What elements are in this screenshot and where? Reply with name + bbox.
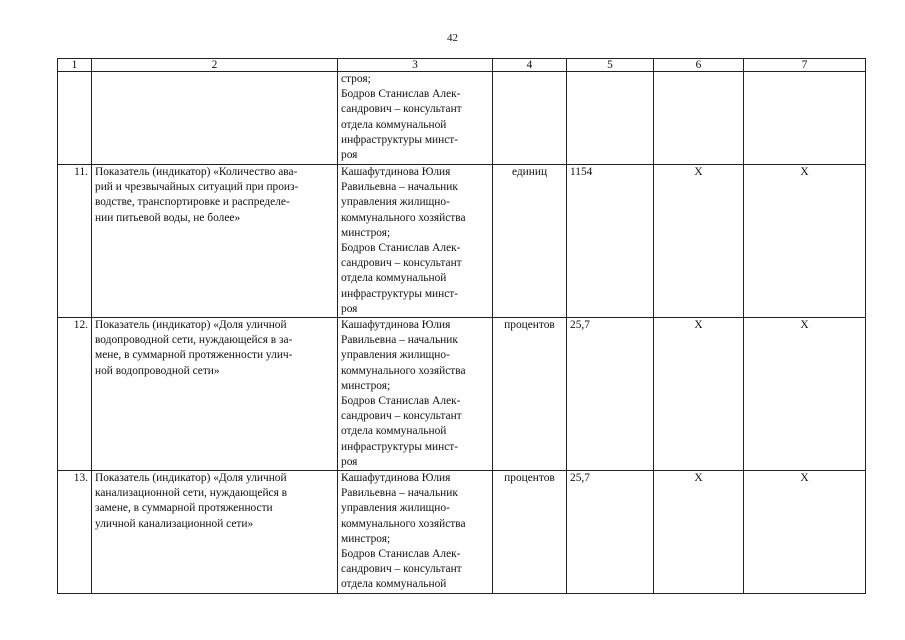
value-cell: 25,7 bbox=[567, 318, 654, 471]
column-header-2: 2 bbox=[92, 59, 338, 72]
text-line: отдела коммунальной bbox=[341, 118, 447, 131]
column-header-6: 6 bbox=[654, 59, 744, 72]
text-line: Бодров Станислав Алек- bbox=[341, 242, 461, 255]
page-number: 42 bbox=[447, 32, 458, 44]
text-line: отдела коммунальной bbox=[341, 425, 447, 438]
unit-cell: единиц bbox=[493, 165, 567, 318]
row-number: 13. bbox=[58, 471, 92, 594]
table-row bbox=[58, 471, 866, 594]
value-cell: 25,7 bbox=[567, 471, 654, 594]
text-line: уличной канализационной сети» bbox=[95, 517, 254, 530]
text-line: отдела коммунальной bbox=[341, 272, 447, 285]
text-line: минстроя; bbox=[341, 532, 391, 545]
text-line: управления жилищно- bbox=[341, 349, 450, 362]
cell-indicator bbox=[92, 72, 338, 165]
text-line: минстроя; bbox=[341, 379, 391, 392]
column-number-row bbox=[58, 59, 866, 72]
unit-cell: процентов bbox=[493, 471, 567, 594]
cell-responsible bbox=[338, 72, 493, 165]
indicator-text bbox=[92, 471, 338, 594]
col6-cell: Х bbox=[654, 318, 744, 471]
text-line: Кашафутдинова Юлия bbox=[341, 319, 451, 332]
table-row-continuation bbox=[58, 72, 866, 165]
indicators-table bbox=[57, 58, 866, 594]
column-header-5: 5 bbox=[567, 59, 654, 72]
text-line: роя bbox=[341, 149, 358, 162]
cell-col7 bbox=[744, 72, 866, 165]
text-line: строя; bbox=[341, 73, 371, 85]
row-number: 12. bbox=[58, 318, 92, 471]
text-line: водстве, транспортировке и распределе- bbox=[95, 196, 290, 209]
text-line: мене, в суммарной протяженности улич- bbox=[95, 349, 293, 362]
value-cell: 1154 bbox=[567, 165, 654, 318]
col7-cell: Х bbox=[744, 165, 866, 318]
text-line: Бодров Станислав Алек- bbox=[341, 395, 461, 408]
text-line: рий и чрезвычайных ситуаций при произ- bbox=[95, 181, 299, 194]
text-line: управления жилищно- bbox=[341, 502, 450, 515]
col6-cell: Х bbox=[654, 471, 744, 594]
text-line: сандрович – консультант bbox=[341, 257, 462, 270]
text-line: роя bbox=[341, 455, 358, 468]
table-row bbox=[58, 318, 866, 471]
text-line: отдела коммунальной bbox=[341, 578, 447, 591]
text-line: коммунального хозяйства bbox=[341, 517, 466, 530]
text-line: сандрович – консультант bbox=[341, 103, 462, 116]
text-line: инфраструктуры минст- bbox=[341, 287, 459, 300]
text-line: Бодров Станислав Алек- bbox=[341, 88, 461, 101]
row-number: 11. bbox=[58, 165, 92, 318]
text-line: Показатель (индикатор) «Доля уличной bbox=[95, 319, 287, 332]
col7-cell: Х bbox=[744, 318, 866, 471]
text-line: роя bbox=[341, 302, 358, 315]
responsible-text bbox=[338, 165, 493, 318]
text-line: коммунального хозяйства bbox=[341, 211, 466, 224]
cell-col6 bbox=[654, 72, 744, 165]
text-line: водопроводной сети, нуждающейся в за- bbox=[95, 334, 293, 347]
table-row bbox=[58, 165, 866, 318]
text-line: коммунального хозяйства bbox=[341, 364, 466, 377]
text-line: Бодров Станислав Алек- bbox=[341, 548, 461, 561]
text-line: сандрович – консультант bbox=[341, 410, 462, 423]
text-line: Равильевна – начальник bbox=[341, 487, 458, 500]
text-line: сандрович – консультант bbox=[341, 563, 462, 576]
text-line: инфраструктуры минст- bbox=[341, 440, 459, 453]
col7-cell: Х bbox=[744, 471, 866, 594]
cell-unit bbox=[493, 72, 567, 165]
text-line: Кашафутдинова Юлия bbox=[341, 166, 451, 178]
text-line: канализационной сети, нуждающейся в bbox=[95, 487, 288, 500]
responsible-text bbox=[338, 471, 493, 594]
text-line: замене, в суммарной протяженности bbox=[95, 502, 273, 515]
cell-number bbox=[58, 72, 92, 165]
column-header-1: 1 bbox=[58, 59, 92, 72]
text-line: минстроя; bbox=[341, 226, 391, 239]
responsible-text bbox=[338, 318, 493, 471]
text-line: инфраструктуры минст- bbox=[341, 133, 459, 146]
text-line: Равильевна – начальник bbox=[341, 334, 458, 347]
col6-cell: Х bbox=[654, 165, 744, 318]
cell-value bbox=[567, 72, 654, 165]
text-line: управления жилищно- bbox=[341, 196, 450, 209]
text-line: Показатель (индикатор) «Количество ава- bbox=[95, 166, 298, 178]
text-line: Равильевна – начальник bbox=[341, 181, 458, 194]
unit-cell: процентов bbox=[493, 318, 567, 471]
indicator-text bbox=[92, 318, 338, 471]
text-line: Показатель (индикатор) «Доля уличной bbox=[95, 472, 287, 485]
text-line: Кашафутдинова Юлия bbox=[341, 472, 451, 485]
text-line: ной водопроводной сети» bbox=[95, 364, 220, 377]
indicator-text bbox=[92, 165, 338, 318]
text-line: нии питьевой воды, не более» bbox=[95, 211, 241, 224]
column-header-7: 7 bbox=[744, 59, 866, 72]
column-header-3: 3 bbox=[338, 59, 493, 72]
column-header-4: 4 bbox=[493, 59, 567, 72]
